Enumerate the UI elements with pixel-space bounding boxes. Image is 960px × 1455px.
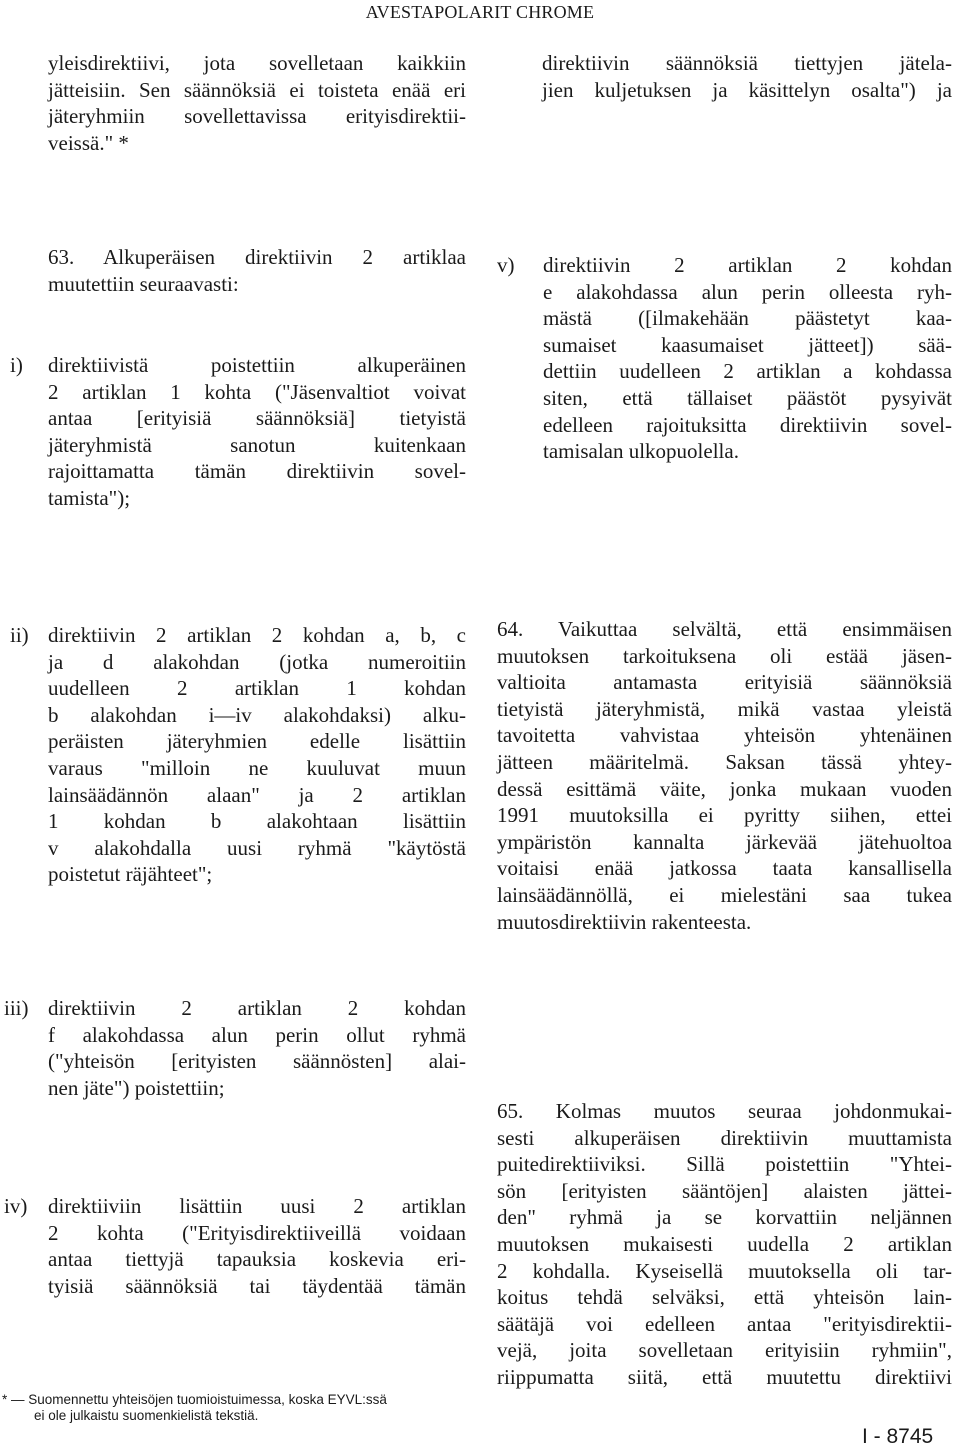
item-ii-text	[48, 622, 466, 888]
text-line: muutosdirektiivin rakenteesta.	[497, 909, 752, 934]
text-line: v alakohdalla uusi ryhmä "käytöstä	[48, 835, 466, 860]
text-line: 1 kohdan b alakohtaan lisättiin	[48, 809, 466, 834]
text-line: voitaisi enää jatkossa taata kansallisella	[497, 856, 952, 881]
item-iii-text	[48, 995, 466, 1101]
text-line: tamista");	[48, 485, 131, 510]
text-line: nen jäte") poistettiin;	[48, 1075, 225, 1100]
text-line: tietyistä jäteryhmistä, mikä vastaa yleistä	[497, 696, 952, 721]
text-line: 65. Kolmas muutos seuraa johdonmukai-	[497, 1099, 952, 1123]
item-label: iv)	[4, 1194, 28, 1218]
text-line: direktiivin 2 artiklan 2 kohdan a, b, c	[48, 623, 466, 647]
text-line: riippumatta siitä, että muutettu direktiivi	[497, 1364, 952, 1389]
text-line: säätäjä voi edelleen antaa "erityisdirektii-	[497, 1311, 952, 1336]
right-top-paragraph	[494, 50, 952, 103]
text-line: muutettiin seuraavasti:	[48, 271, 239, 296]
text-line: lainsäädännöllä, ei mielestäni saa tukea	[497, 882, 952, 907]
left-top-paragraph	[48, 50, 466, 156]
text-line: puitedirektiiviksi. Sillä poistettiin "Yhtei-	[497, 1152, 952, 1177]
text-line: mästä ([ilmakehään päästetyt kaa-	[543, 306, 952, 331]
footnote-line: * — Suomennettu yhteisöjen tuomioistuimessa, koska EYVL:ssä	[2, 1392, 387, 1407]
text-line: edelleen rajoituksitta direktiivin sovel-	[543, 412, 952, 437]
text-line: siten, että tällaiset päästöt pysyivät	[543, 385, 952, 410]
paragraph-64	[497, 616, 952, 935]
text-line: den" ryhmä ja se korvattiin neljännen	[497, 1205, 952, 1230]
text-line: direktiivin säännöksiä tiettyjen jätela-	[542, 51, 952, 75]
item-label: i)	[10, 353, 23, 377]
footnote-line: ei ole julkaistu suomenkielistä tekstiä.	[34, 1408, 259, 1423]
item-label: iii)	[4, 996, 29, 1020]
text-line: dessä esittämä väite, jonka mukaan vuoden	[497, 776, 952, 801]
text-line: koitus tehdä selväksi, että yhteisön lain-	[497, 1285, 952, 1310]
paragraph-65	[497, 1098, 952, 1391]
text-line: veissä." *	[48, 130, 129, 155]
text-line: antaa [erityisiä säännöksiä] tietyistä	[48, 406, 466, 431]
text-line: vejä, joita sovelletaan erityisiin ryhmiin",	[497, 1338, 952, 1363]
text-line: ja d alakohdan (jotka numeroitiin	[48, 649, 466, 674]
text-line: tyisiä säännöksiä tai täydentää tämän	[48, 1273, 466, 1298]
text-line: jätteen määritelmä. Saksan tässä yhtey-	[497, 749, 952, 774]
text-line: f alakohdassa alun perin ollut ryhmä	[48, 1022, 466, 1047]
item-label: ii)	[10, 623, 29, 647]
text-line: sumaiset kaasumaiset jätteet]) sää-	[543, 332, 952, 357]
text-line: jien kuljetuksen ja käsittelyn osalta") ja	[542, 77, 952, 102]
item-iv-text	[48, 1193, 466, 1299]
page-number: I - 8745	[862, 1425, 934, 1448]
text-line: 2 kohta ("Erityisdirektiiveillä voidaan	[48, 1220, 466, 1245]
paragraph-63	[48, 244, 466, 297]
text-line: b alakohdan i—iv alakohdaksi) alku-	[48, 702, 466, 727]
item-label: v)	[497, 253, 515, 277]
footnote	[2, 1392, 462, 1424]
text-line: antaa tiettyjä tapauksia koskevia eri-	[48, 1247, 466, 1272]
text-line: jäteryhmiin sovellettavissa erityisdirektii-	[48, 104, 466, 129]
text-line: direktiivistä poistettiin alkuperäinen	[48, 353, 466, 377]
text-line: sön [erityisten sääntöjen] alaisten jättei-	[497, 1178, 952, 1203]
text-line: 1991 muutoksilla ei pyritty siihen, ettei	[497, 803, 952, 828]
text-line: poistetut räjähteet";	[48, 862, 213, 887]
text-line: direktiivin 2 artiklan 2 kohdan	[543, 253, 952, 277]
text-line: valtioita antamasta erityisiä säännöksiä	[497, 670, 952, 695]
text-line: jäteryhmistä sanotun kuitenkaan	[48, 432, 466, 457]
text-line: tavoitetta vahvistaa yhteisön yhtenäinen	[497, 723, 952, 748]
text-line: muutoksen mukaisesti uudella 2 artiklan	[497, 1231, 952, 1256]
text-line: e alakohdassa alun perin olleesta ryh-	[543, 279, 952, 304]
text-line: direktiivin 2 artiklan 2 kohdan	[48, 996, 466, 1020]
text-line: tamisalan ulkopuolella.	[543, 439, 739, 464]
text-line: ("yhteisön [erityisten säännösten] alai-	[48, 1049, 466, 1074]
text-line: ympäristön kannalta järkevää jätehuoltoa	[497, 829, 952, 854]
text-line: 63. Alkuperäisen direktiivin 2 artiklaa	[48, 245, 466, 269]
text-line: lainsäädännön alaan" ja 2 artiklan	[48, 782, 466, 807]
text-line: sesti alkuperäisen direktiivin muuttamista	[497, 1125, 952, 1150]
text-line: uudelleen 2 artiklan 1 kohdan	[48, 676, 466, 701]
text-line: dettiin uudelleen 2 artiklan a kohdassa	[543, 359, 952, 384]
text-line: yleisdirektiivi, jota sovelletaan kaikkiin	[48, 51, 466, 75]
text-line: direktiiviin lisättiin uusi 2 artiklan	[48, 1194, 466, 1218]
item-v-text	[543, 252, 952, 465]
text-line: peräisten jäteryhmien edelle lisättiin	[48, 729, 466, 754]
text-line: 2 kohdalla. Kyseisellä muutoksella oli tar-	[497, 1258, 952, 1283]
text-line: 64. Vaikuttaa selvältä, että ensimmäisen	[497, 617, 952, 641]
text-line: jätteisiin. Sen säännöksiä ei toisteta enää eri	[48, 77, 466, 102]
running-header: AVESTAPOLARIT CHROME	[365, 2, 595, 22]
text-line: muutoksen tarkoituksena oli estää jäsen-	[497, 643, 952, 668]
text-line: 2 artiklan 1 kohta ("Jäsenvaltiot voivat	[48, 379, 466, 404]
item-i-text	[48, 352, 466, 512]
text-line: rajoittamatta tämän direktiivin sovel-	[48, 459, 466, 484]
text-line: varaus "milloin ne kuuluvat muun	[48, 755, 466, 780]
